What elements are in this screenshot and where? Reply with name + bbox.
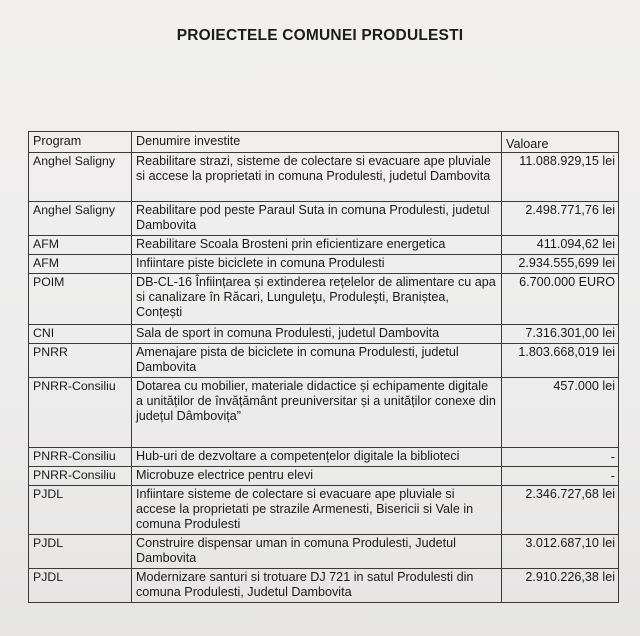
table-row <box>29 486 619 535</box>
table-row <box>29 535 619 569</box>
cell-value: 457.000 lei <box>502 378 619 448</box>
cell-name: Infiintare piste biciclete in comuna Produlesti <box>132 255 502 274</box>
page-title: PROIECTELE COMUNEI PRODULESTI <box>176 27 464 44</box>
table-row <box>29 202 619 236</box>
table-row <box>29 467 619 486</box>
cell-value: 7.316.301,00 lei <box>502 325 619 344</box>
cell-name: Modernizare santuri si trotuare DJ 721 in satul Produlesti din comuna Produlesti, Judetul Dambovita <box>132 569 502 603</box>
table-row <box>29 448 619 467</box>
table-row <box>29 569 619 603</box>
cell-value: 2.498.771,76 lei <box>502 202 619 236</box>
cell-program: PJDL <box>29 486 132 535</box>
cell-value: 11.088.929,15 lei <box>502 153 619 202</box>
cell-program: AFM <box>29 255 132 274</box>
column-header-name: Denumire investite <box>132 132 502 153</box>
cell-program: Anghel Saligny <box>29 153 132 202</box>
cell-value: 2.910.226,38 lei <box>502 569 619 603</box>
cell-value: - <box>502 448 619 467</box>
cell-value: 411.094,62 lei <box>502 236 619 255</box>
table-row <box>29 255 619 274</box>
cell-value: 2.934.555,699 lei <box>502 255 619 274</box>
cell-name: Microbuze electrice pentru elevi <box>132 467 502 486</box>
table-row <box>29 153 619 202</box>
investments-table <box>28 131 619 603</box>
cell-name: Hub-uri de dezvoltare a competențelor digitale la biblioteci <box>132 448 502 467</box>
table-row <box>29 274 619 325</box>
cell-name: Sala de sport in comuna Produlesti, judetul Dambovita <box>132 325 502 344</box>
cell-name: Dotarea cu mobilier, materiale didactice și echipamente digitale a unităților de învățământ preuniversitar și a unităților conexe din județul Dâmbovița” <box>132 378 502 448</box>
cell-program: PJDL <box>29 535 132 569</box>
cell-value: 2.346.727,68 lei <box>502 486 619 535</box>
table-header-row <box>29 132 619 153</box>
cell-program: PNRR-Consiliu <box>29 448 132 467</box>
cell-program: PNRR-Consiliu <box>29 467 132 486</box>
cell-name: Reabilitare Scoala Brosteni prin eficientizare energetica <box>132 236 502 255</box>
cell-value: - <box>502 467 619 486</box>
cell-name: Amenajare pista de biciclete in comuna Produlesti, judetul Dambovita <box>132 344 502 378</box>
cell-value: 3.012.687,10 lei <box>502 535 619 569</box>
column-header-program: Program <box>29 132 132 153</box>
cell-name: Reabilitare pod peste Paraul Suta in comuna Produlesti, judetul Dambovita <box>132 202 502 236</box>
table-row <box>29 325 619 344</box>
cell-program: AFM <box>29 236 132 255</box>
cell-value: 1.803.668,019 lei <box>502 344 619 378</box>
cell-program: PJDL <box>29 569 132 603</box>
cell-name: Construire dispensar uman in comuna Produlesti, Judetul Dambovita <box>132 535 502 569</box>
table-row <box>29 236 619 255</box>
cell-program: Anghel Saligny <box>29 202 132 236</box>
cell-name: Infiintare sisteme de colectare si evacuare ape pluviale si accese la proprietati pe strazile Armenesti, Bisericii si Vale in comuna Produlesti <box>132 486 502 535</box>
table-row <box>29 344 619 378</box>
cell-name: DB-CL-16 Înființarea și extinderea rețelelor de alimentare cu apa si canalizare în Răcari, Lunguleţu, Produleşti, Braniștea, Conțești <box>132 274 502 325</box>
column-header-value: Valoare <box>502 132 619 153</box>
table-row <box>29 378 619 448</box>
cell-value: 6.700.000 EURO <box>502 274 619 325</box>
cell-name: Reabilitare strazi, sisteme de colectare si evacuare ape pluviale si accese la proprietati in comuna Produlesti, judetul Dambovita <box>132 153 502 202</box>
cell-program: PNRR-Consiliu <box>29 378 132 448</box>
cell-program: PNRR <box>29 344 132 378</box>
cell-program: POIM <box>29 274 132 325</box>
cell-program: CNI <box>29 325 132 344</box>
